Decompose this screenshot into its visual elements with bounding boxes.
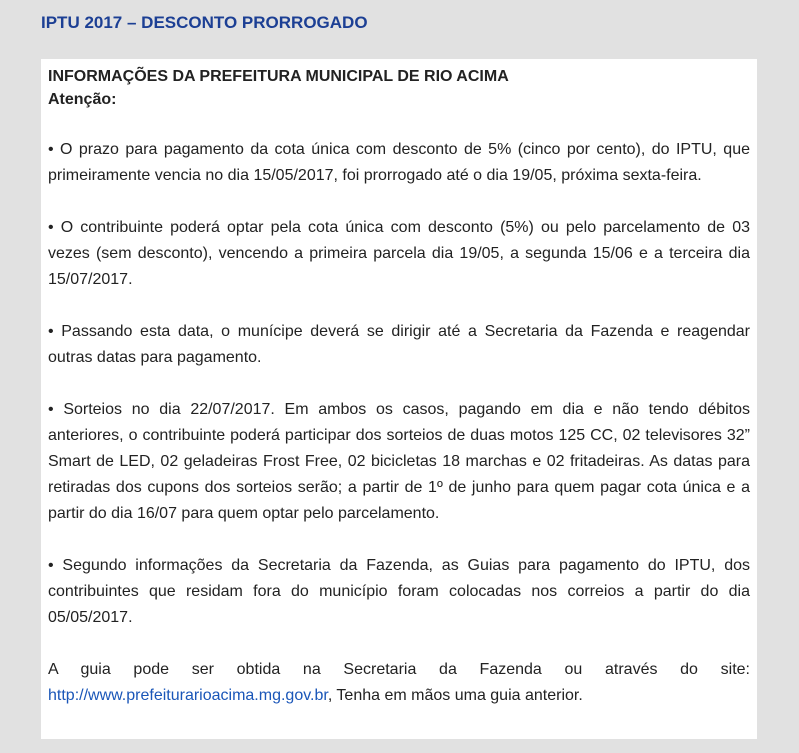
box-heading: INFORMAÇÕES DA PREFEITURA MUNICIPAL DE RIO ACIMA xyxy=(48,68,509,85)
paragraph-mailed-guides: • Segundo informações da Secretaria da Fazenda, as Guias para pagamento do IPTU, dos contribuintes que residam fora do município foram colocadas nos correios a partir do dia 05/05/2017. xyxy=(48,557,750,626)
guide-site-suffix: , Tenha em mãos uma guia anterior. xyxy=(327,687,583,704)
guide-site-text: A guia pode ser obtida na Secretaria da Fazenda ou através do site: xyxy=(48,661,750,678)
prefeitura-site-link[interactable]: http://www.prefeiturarioacima.mg.gov.br xyxy=(48,687,328,704)
paragraph-payment-options: • O contribuinte poderá optar pela cota única com desconto (5%) ou pelo parcelamento de 03 vezes (sem desconto), vencendo a primeira parcela dia 19/05, a segunda 15/06 e a terceira dia 15/07/2017. xyxy=(48,219,750,288)
paragraph-guide-site xyxy=(48,657,750,709)
paragraph-draws: • Sorteios no dia 22/07/2017. Em ambos os casos, pagando em dia e não tendo débitos anteriores, o contribuinte poderá participar dos sorteios de duas motos 125 CC, 02 televisores 32” Smart de LED, 02 geladeiras Frost Free, 02 bicicletas 18 marchas e 02 fritadeiras. As datas para retiradas dos cupons dos sorteios serão; a partir de 1º de junho para quem pagar cota única e a partir do dia 16/07 para quem optar pelo parcelamento. xyxy=(48,401,750,522)
paragraph-after-deadline: • Passando esta data, o munícipe deverá se dirigir até a Secretaria da Fazenda e reagendar outras datas para pagamento. xyxy=(48,323,750,366)
paragraph-payment-deadline: • O prazo para pagamento da cota única com desconto de 5% (cinco por cento), do IPTU, que primeiramente vencia no dia 15/05/2017, foi prorrogado até o dia 19/05, próxima sexta-feira. xyxy=(48,141,750,184)
attention-label: Atenção: xyxy=(48,91,117,108)
content-box xyxy=(41,59,757,739)
page-title: IPTU 2017 – DESCONTO PRORROGADO xyxy=(41,13,368,32)
